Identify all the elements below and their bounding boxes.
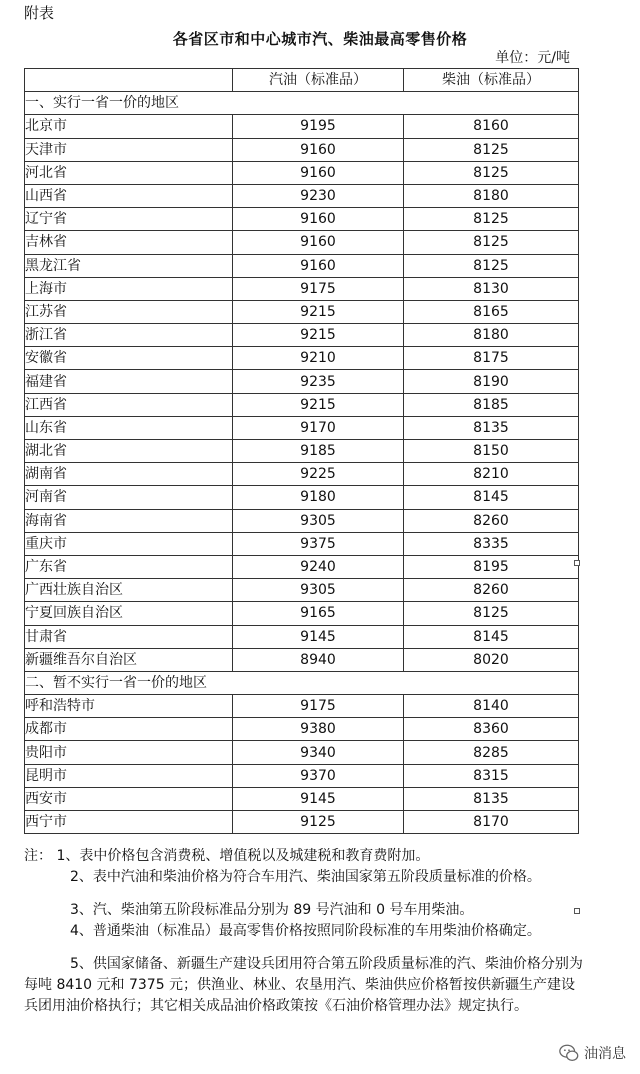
table-row — [25, 440, 579, 463]
note-4: 4、普通柴油（标准品）最高零售价格按照同阶段标准的车用柴油价格确定。 — [70, 923, 541, 939]
region-cell: 昆明市 — [25, 764, 233, 787]
gasoline-price-cell: 9175 — [233, 277, 404, 300]
region-cell: 呼和浩特市 — [25, 695, 233, 718]
diesel-price-cell: 8165 — [404, 300, 579, 323]
diesel-price-cell: 8145 — [404, 486, 579, 509]
header-gasoline: 汽油（标准品） — [233, 69, 404, 92]
table-row — [25, 579, 579, 602]
diesel-price-cell: 8335 — [404, 532, 579, 555]
region-cell: 新疆维吾尔自治区 — [25, 648, 233, 671]
gasoline-price-cell: 9195 — [233, 115, 404, 138]
region-cell: 湖南省 — [25, 463, 233, 486]
gasoline-price-cell: 9165 — [233, 602, 404, 625]
gasoline-price-cell: 9170 — [233, 416, 404, 439]
table-row — [25, 787, 579, 810]
page-title: 各省区市和中心城市汽、柴油最高零售价格 — [172, 30, 468, 48]
note-2: 2、表中汽油和柴油价格为符合车用汽、柴油国家第五阶段质量标准的价格。 — [70, 869, 541, 885]
section-one-heading: 一、实行一省一价的地区 — [25, 92, 579, 115]
gasoline-price-cell: 9370 — [233, 764, 404, 787]
diesel-price-cell: 8140 — [404, 695, 579, 718]
region-cell: 浙江省 — [25, 324, 233, 347]
unit-label: 单位：元/吨 — [495, 50, 570, 66]
table-row — [25, 184, 579, 207]
table-row — [25, 486, 579, 509]
watermark — [558, 1042, 626, 1064]
section-two-row — [25, 671, 579, 694]
table-row — [25, 532, 579, 555]
diesel-price-cell: 8125 — [404, 161, 579, 184]
table-row — [25, 463, 579, 486]
region-cell: 北京市 — [25, 115, 233, 138]
gasoline-price-cell: 9210 — [233, 347, 404, 370]
table-row — [25, 695, 579, 718]
table-row — [25, 115, 579, 138]
section-two-heading: 二、暂不实行一省一价的地区 — [25, 671, 579, 694]
gasoline-price-cell: 9375 — [233, 532, 404, 555]
gasoline-price-cell: 9160 — [233, 208, 404, 231]
diesel-price-cell: 8170 — [404, 811, 579, 834]
gasoline-price-cell: 9235 — [233, 370, 404, 393]
table-row — [25, 625, 579, 648]
gasoline-price-cell: 9305 — [233, 579, 404, 602]
table-row — [25, 764, 579, 787]
diesel-price-cell: 8180 — [404, 324, 579, 347]
region-cell: 天津市 — [25, 138, 233, 161]
region-cell: 甘肃省 — [25, 625, 233, 648]
gasoline-price-cell: 9180 — [233, 486, 404, 509]
gasoline-price-cell: 9145 — [233, 625, 404, 648]
gasoline-price-cell: 9175 — [233, 695, 404, 718]
region-cell: 贵阳市 — [25, 741, 233, 764]
gasoline-price-cell: 9215 — [233, 324, 404, 347]
header-diesel: 柴油（标准品） — [404, 69, 579, 92]
note-3: 3、汽、柴油第五阶段标准品分别为 89 号汽油和 0 号车用柴油。 — [70, 902, 474, 918]
notes-block — [24, 846, 584, 1017]
region-cell: 黑龙江省 — [25, 254, 233, 277]
table-header-row — [25, 69, 579, 92]
diesel-price-cell: 8195 — [404, 555, 579, 578]
table-row — [25, 555, 579, 578]
diesel-price-cell: 8260 — [404, 579, 579, 602]
region-cell: 江苏省 — [25, 300, 233, 323]
region-cell: 海南省 — [25, 509, 233, 532]
diesel-price-cell: 8150 — [404, 440, 579, 463]
diesel-price-cell: 8185 — [404, 393, 579, 416]
table-row — [25, 718, 579, 741]
region-cell: 福建省 — [25, 370, 233, 393]
diesel-price-cell: 8125 — [404, 138, 579, 161]
table-row — [25, 347, 579, 370]
table-row — [25, 231, 579, 254]
region-cell: 湖北省 — [25, 440, 233, 463]
table-row — [25, 509, 579, 532]
gasoline-price-cell: 9160 — [233, 254, 404, 277]
gasoline-price-cell: 9215 — [233, 393, 404, 416]
diesel-price-cell: 8360 — [404, 718, 579, 741]
watermark-text: 油消息 — [584, 1046, 626, 1062]
gasoline-price-cell: 9160 — [233, 161, 404, 184]
gasoline-price-cell: 9160 — [233, 231, 404, 254]
region-cell: 成都市 — [25, 718, 233, 741]
table-row — [25, 138, 579, 161]
gasoline-price-cell: 9225 — [233, 463, 404, 486]
region-cell: 西安市 — [25, 787, 233, 810]
region-cell: 广东省 — [25, 555, 233, 578]
region-cell: 上海市 — [25, 277, 233, 300]
table-row — [25, 208, 579, 231]
region-cell: 重庆市 — [25, 532, 233, 555]
gasoline-price-cell: 9380 — [233, 718, 404, 741]
diesel-price-cell: 8145 — [404, 625, 579, 648]
diesel-price-cell: 8175 — [404, 347, 579, 370]
table-row — [25, 741, 579, 764]
region-cell: 吉林省 — [25, 231, 233, 254]
diesel-price-cell: 8125 — [404, 231, 579, 254]
gasoline-price-cell: 9230 — [233, 184, 404, 207]
section-one-row — [25, 92, 579, 115]
diesel-price-cell: 8135 — [404, 416, 579, 439]
diesel-price-cell: 8020 — [404, 648, 579, 671]
gasoline-price-cell: 8940 — [233, 648, 404, 671]
region-cell: 江西省 — [25, 393, 233, 416]
region-cell: 广西壮族自治区 — [25, 579, 233, 602]
region-cell: 河南省 — [25, 486, 233, 509]
diesel-price-cell: 8210 — [404, 463, 579, 486]
table-row — [25, 300, 579, 323]
diesel-price-cell: 8160 — [404, 115, 579, 138]
header-region — [25, 69, 233, 92]
table-row — [25, 811, 579, 834]
diesel-price-cell: 8125 — [404, 254, 579, 277]
wechat-bubble-icon — [558, 1042, 580, 1064]
region-cell: 河北省 — [25, 161, 233, 184]
gasoline-price-cell: 9185 — [233, 440, 404, 463]
diesel-price-cell: 8190 — [404, 370, 579, 393]
resize-handle-table — [574, 560, 580, 566]
table-row — [25, 393, 579, 416]
region-cell: 西宁市 — [25, 811, 233, 834]
gasoline-price-cell: 9305 — [233, 509, 404, 532]
gasoline-price-cell: 9215 — [233, 300, 404, 323]
diesel-price-cell: 8180 — [404, 184, 579, 207]
region-cell: 山东省 — [25, 416, 233, 439]
region-cell: 安徽省 — [25, 347, 233, 370]
region-cell: 山西省 — [25, 184, 233, 207]
table-row — [25, 277, 579, 300]
table-row — [25, 648, 579, 671]
diesel-price-cell: 8130 — [404, 277, 579, 300]
region-cell: 辽宁省 — [25, 208, 233, 231]
gasoline-price-cell: 9340 — [233, 741, 404, 764]
table-row — [25, 254, 579, 277]
gasoline-price-cell: 9240 — [233, 555, 404, 578]
diesel-price-cell: 8285 — [404, 741, 579, 764]
gasoline-price-cell: 9160 — [233, 138, 404, 161]
note-5: 5、供国家储备、新疆生产建设兵团用符合第五阶段质量标准的汽、柴油价格分别为每吨 8410 元和 7375 元；供渔业、林业、农垦用汽、柴油供应价格暂按供新疆生产建设兵团用油价格执行；其它相关成品油价格政策按《石油价格管理办法》规定执行。 — [24, 956, 583, 1014]
gasoline-price-cell: 9125 — [233, 811, 404, 834]
table-row — [25, 324, 579, 347]
gasoline-price-cell: 9145 — [233, 787, 404, 810]
diesel-price-cell: 8260 — [404, 509, 579, 532]
diesel-price-cell: 8125 — [404, 208, 579, 231]
region-cell: 宁夏回族自治区 — [25, 602, 233, 625]
diesel-price-cell: 8125 — [404, 602, 579, 625]
note-1: 注： 1、表中价格包含消费税、增值税以及城建税和教育费附加。 — [24, 848, 430, 864]
table-row — [25, 602, 579, 625]
diesel-price-cell: 8315 — [404, 764, 579, 787]
table-row — [25, 416, 579, 439]
appendix-label: 附表 — [24, 4, 55, 22]
price-table — [24, 68, 579, 834]
table-row — [25, 161, 579, 184]
table-row — [25, 370, 579, 393]
diesel-price-cell: 8135 — [404, 787, 579, 810]
